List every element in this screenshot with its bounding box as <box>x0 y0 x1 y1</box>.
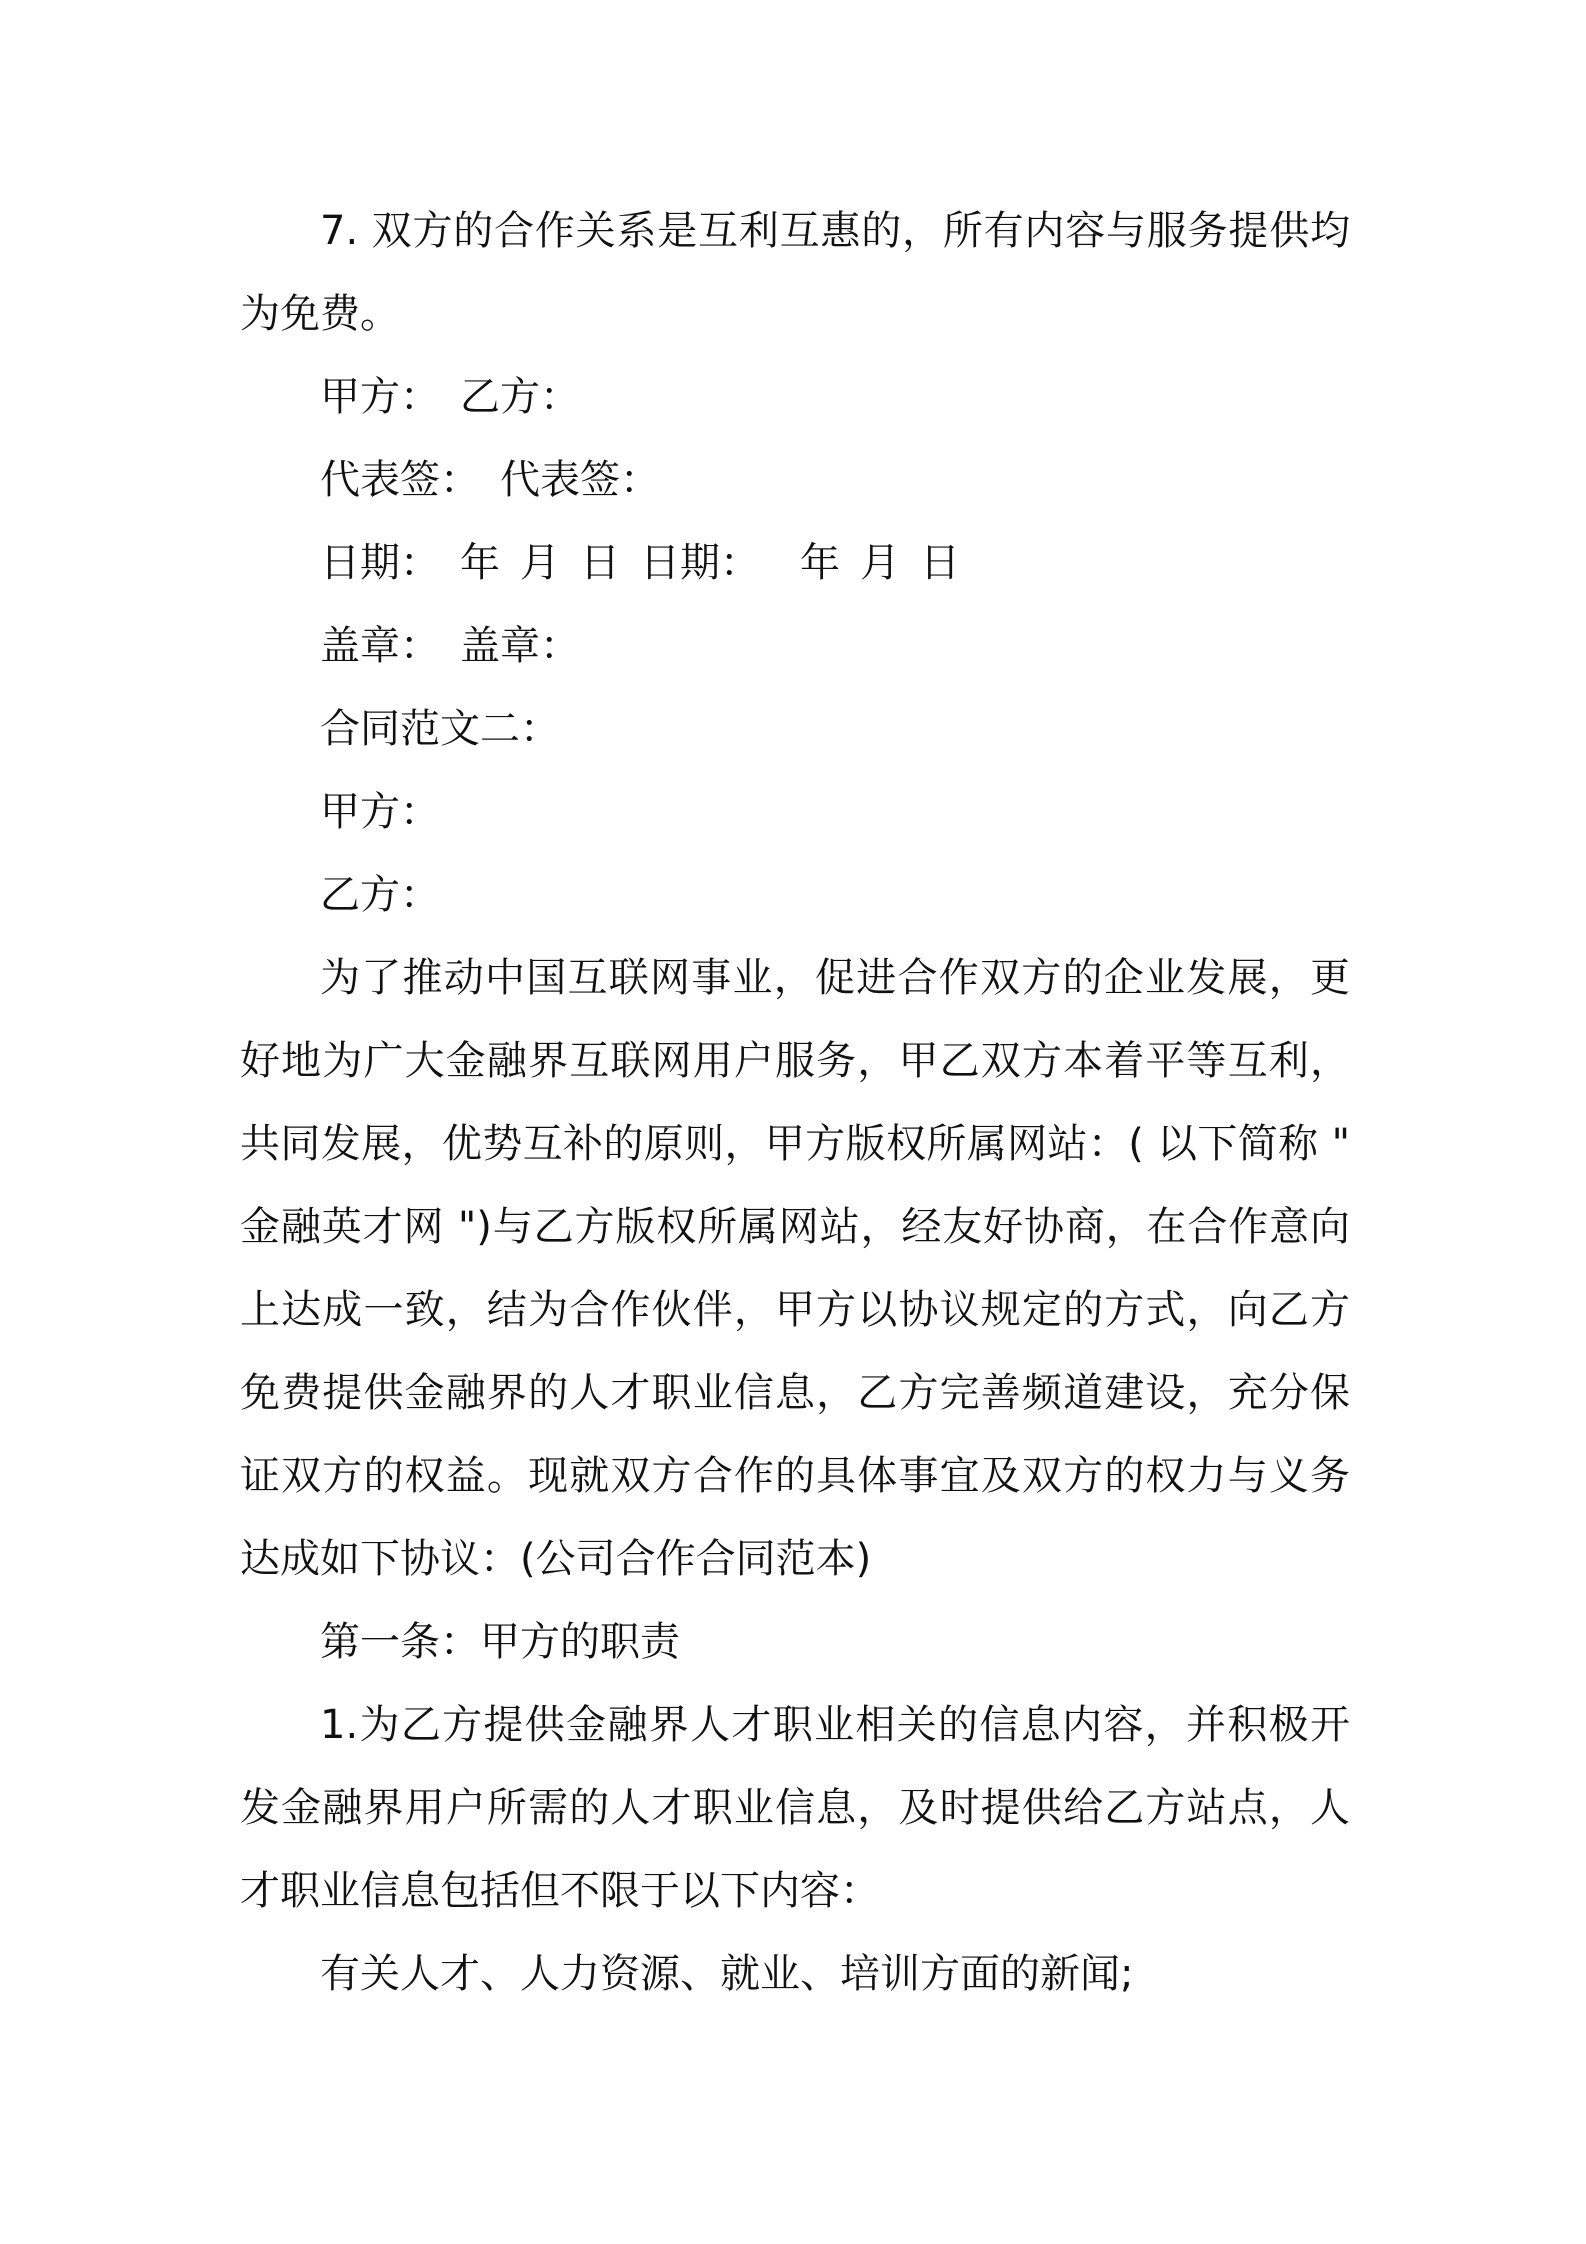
intro-paragraph: 为了推动中国互联网事业，促进合作双方的企业发展，更好地为广大金融界互联网用户服务，甲乙双方本着平等互利，共同发展，优势互补的原则，甲方版权所属网站：( 以下简称 " 金融英才网 ")与乙方版权所属网站，经友好协商，在合作意向上达成一致，结为合作伙伴，甲方以协议规定的方式，向乙方免费提供金融界的人才职业信息，乙方完善频道建设，充分保证双方的权益。现就双方合作的具体事宜及双方的权力与义务达成如下协议：(公司合作合同范本) <box>240 955 1350 1582</box>
article-one-item-1: 1.为乙方提供金融界人才职业相关的信息内容，并积极开发金融界用户所需的人才职业信息，及时提供给乙方站点，人才职业信息包括但不限于以下内容： <box>240 1702 1350 1914</box>
seal-a-label: 盖章： <box>320 623 440 669</box>
signature-seal-line <box>240 605 1350 688</box>
signature-date-line <box>240 522 1350 605</box>
party-b-label: 乙方： <box>460 374 580 420</box>
article-one-subitem: 有关人才、人力资源、就业、培训方面的新闻; <box>320 1951 1134 1997</box>
rep-a-label: 代表签： <box>320 457 480 503</box>
date-b-year: 年 <box>800 540 840 586</box>
date-b-day: 日 <box>920 540 960 586</box>
date-b-label: 日期： <box>640 540 760 586</box>
date-b-month: 月 <box>860 540 900 586</box>
contract-two-party-b: 乙方： <box>320 872 440 918</box>
signature-representative-line <box>240 439 1350 522</box>
date-a-year: 年 <box>460 540 500 586</box>
item-7-paragraph: 7. 双方的合作关系是互利互惠的，所有内容与服务提供均为免费。 <box>240 208 1350 337</box>
article-one-title: 第一条：甲方的职责 <box>320 1619 680 1665</box>
party-a-label: 甲方： <box>320 374 440 420</box>
document-page <box>240 190 1350 2016</box>
contract-two-title: 合同范文二： <box>320 706 560 752</box>
date-a-day: 日 <box>580 540 620 586</box>
seal-b-label: 盖章： <box>460 623 580 669</box>
contract-two-party-a: 甲方： <box>320 789 440 835</box>
date-a-label: 日期： <box>320 540 440 586</box>
rep-b-label: 代表签： <box>500 457 660 503</box>
date-a-month: 月 <box>520 540 560 586</box>
signature-party-line <box>240 356 1350 439</box>
